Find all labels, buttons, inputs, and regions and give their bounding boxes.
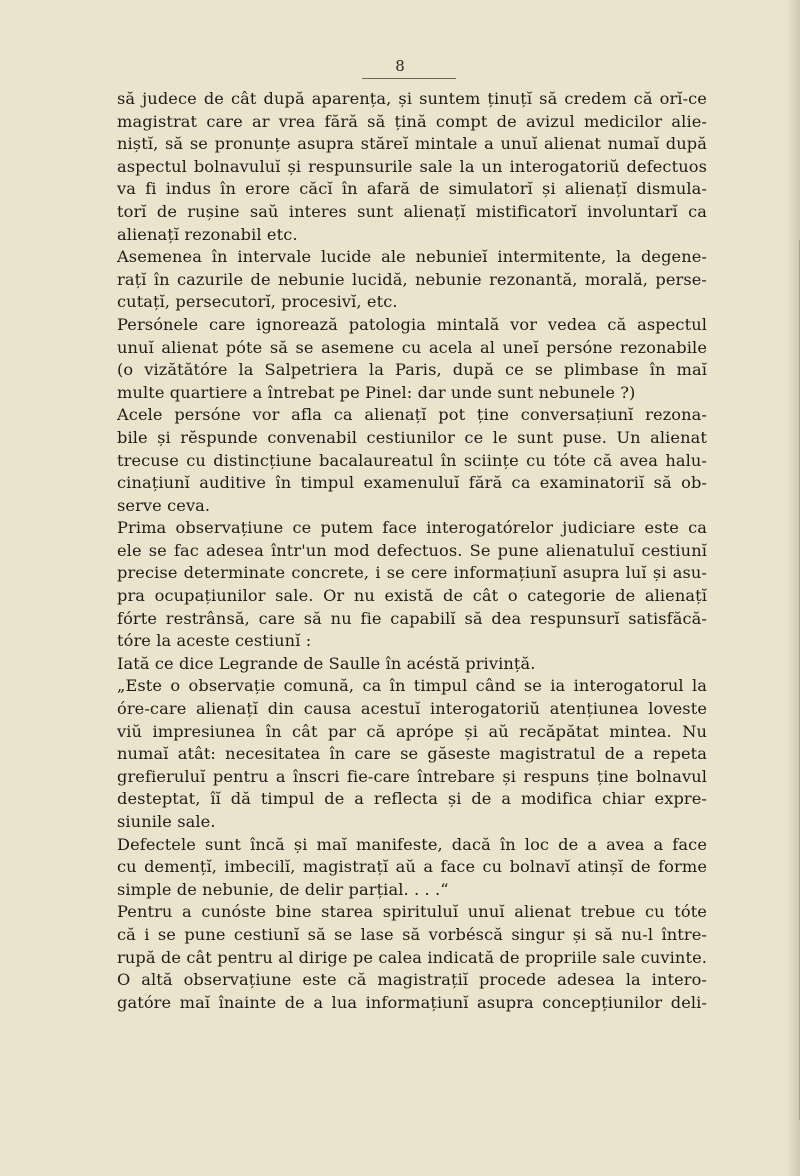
text-line: grefieruluĭ pentru a înscri fie-care întrebare și respuns ține bolnavul	[117, 766, 707, 786]
text-line: cu demențĭ, imbecilĭ, magistrațĭ aŭ a face cu bolnavĭ atinșĭ de forme	[117, 857, 707, 877]
text-line: rațĭ în cazurile de nebunie lucidă, nebunie rezonantă, morală, perse-	[117, 269, 707, 289]
text-line: Acele persóne vor afla ca alienațĭ pot ține conversațiunĭ rezona-	[117, 405, 707, 425]
text-line: viŭ impresiunea în cât par că aprópe și aŭ recăpătat mintea. Nu	[117, 721, 707, 741]
text-line: Persónele care ignorează patologia mintală vor vedea că aspectul	[117, 314, 707, 334]
margin-line	[795, 240, 800, 1120]
text-line: fórte restrânsă, care să nu fie capabilĭ să dea respunsurĭ satisfăcă-	[117, 608, 707, 628]
text-line: Pentru a cunóste bine starea spirituluĭ unuĭ alienat trebue cu tóte	[117, 902, 707, 922]
text-line: O altă observațiune este că magistrațiĭ procede adesea la intero-	[117, 970, 707, 990]
text-line: siunile sale.	[117, 812, 216, 831]
text-line: să judece de cât după aparența, și suntem ținuțĭ să credem că orĭ-ce	[117, 89, 707, 108]
text-line: magistrat care ar vrea fără să țină compt de avizul medicilor alie-	[117, 111, 707, 131]
page-number: 8	[395, 57, 405, 75]
text-line: simple de nebunie, de delir parțial. . . .“	[117, 879, 449, 899]
text-line: Defectele sunt încă și maĭ manifeste, dacă în loc de a avea a face	[117, 834, 707, 854]
text-line: cutațĭ, persecutorĭ, procesivĭ, etc.	[117, 292, 398, 312]
text-line: torĭ de rușine saŭ interes sunt alienațĭ mistificatorĭ involuntarĭ ca	[117, 201, 707, 221]
text-line: precise determinate concrete, i se cere informațiunĭ asupra luĭ și asu-	[117, 563, 707, 583]
text-line: „Este o observație comună, ca în timpul când se ia interogatorul la	[117, 676, 707, 696]
body-text	[117, 88, 707, 1014]
text-line: trecuse cu distincțiune bacalaureatul în sciințe cu tóte că avea halu-	[117, 450, 707, 470]
text-line: gatóre maĭ înainte de a lua informațiunĭ asupra concepțiunilor deli-	[117, 992, 707, 1012]
text-line: niștĭ, să se pronunțe asupra stăreĭ mintale a unuĭ alienat numaĭ după	[117, 134, 707, 154]
text-line: pra ocupațiunilor sale. Or nu există de cât o categorie de alienațĭ	[117, 586, 707, 606]
text-line: ele se fac adesea într'un mod defectuos. Se pune alienatuluĭ cestiunĭ	[117, 540, 707, 560]
text-line: că i se pune cestiunĭ să se lase să vorbéscă singur și să nu-l între-	[117, 924, 707, 944]
text-line: bile și rĕspunde convenabil cestiunilor ce le sunt puse. Un alienat	[117, 427, 707, 447]
header-rule	[362, 78, 456, 79]
text-line: Iată ce dice Legrande de Saulle în acéstă privință.	[117, 653, 536, 673]
text-line: alienațĭ rezonabil etc.	[117, 224, 298, 244]
text-line: aspectul bolnavuluĭ și respunsurile sale la un interogatoriŭ defectuos	[117, 156, 707, 176]
text-line: va fi indus în erore căcĭ în afară de simulatorĭ și alienațĭ dismula-	[117, 179, 707, 199]
text-line: (o vizătătóre la Salpetriera la Paris, după ce se plimbase în maĭ	[117, 360, 707, 380]
text-line: unuĭ alienat póte să se asemene cu acela al uneĭ persóne rezonabile	[117, 337, 707, 357]
text-line: cinațiunĭ auditive în timpul examenuluĭ fără ca examinatoriĭ să ob-	[117, 473, 707, 493]
text-line: tóre la aceste cestiunĭ :	[117, 631, 312, 651]
text-line: numaĭ atât: necesitatea în care se găseste magistratul de a repeta	[117, 744, 707, 764]
text-line: óre-care alienațĭ din causa acestuĭ interogatoriŭ atențiunea loveste	[117, 699, 707, 719]
text-line: rupă de cât pentru al dirige pe calea indicată de propriile sale cuvinte.	[117, 947, 707, 967]
text-line: Asemenea în intervale lucide ale nebunieĭ intermitente, la degene-	[117, 247, 707, 267]
text-line: desteptat, îĭ dă timpul de a reflecta și de a modifica chiar expre-	[117, 789, 707, 809]
text-line: serve ceva.	[117, 495, 211, 515]
text-line: multe quartiere a întrebat pe Pinel: dar unde sunt nebunele ?)	[117, 382, 636, 402]
text-line: Prima observațiune ce putem face interogatórelor judiciare este ca	[117, 518, 707, 538]
